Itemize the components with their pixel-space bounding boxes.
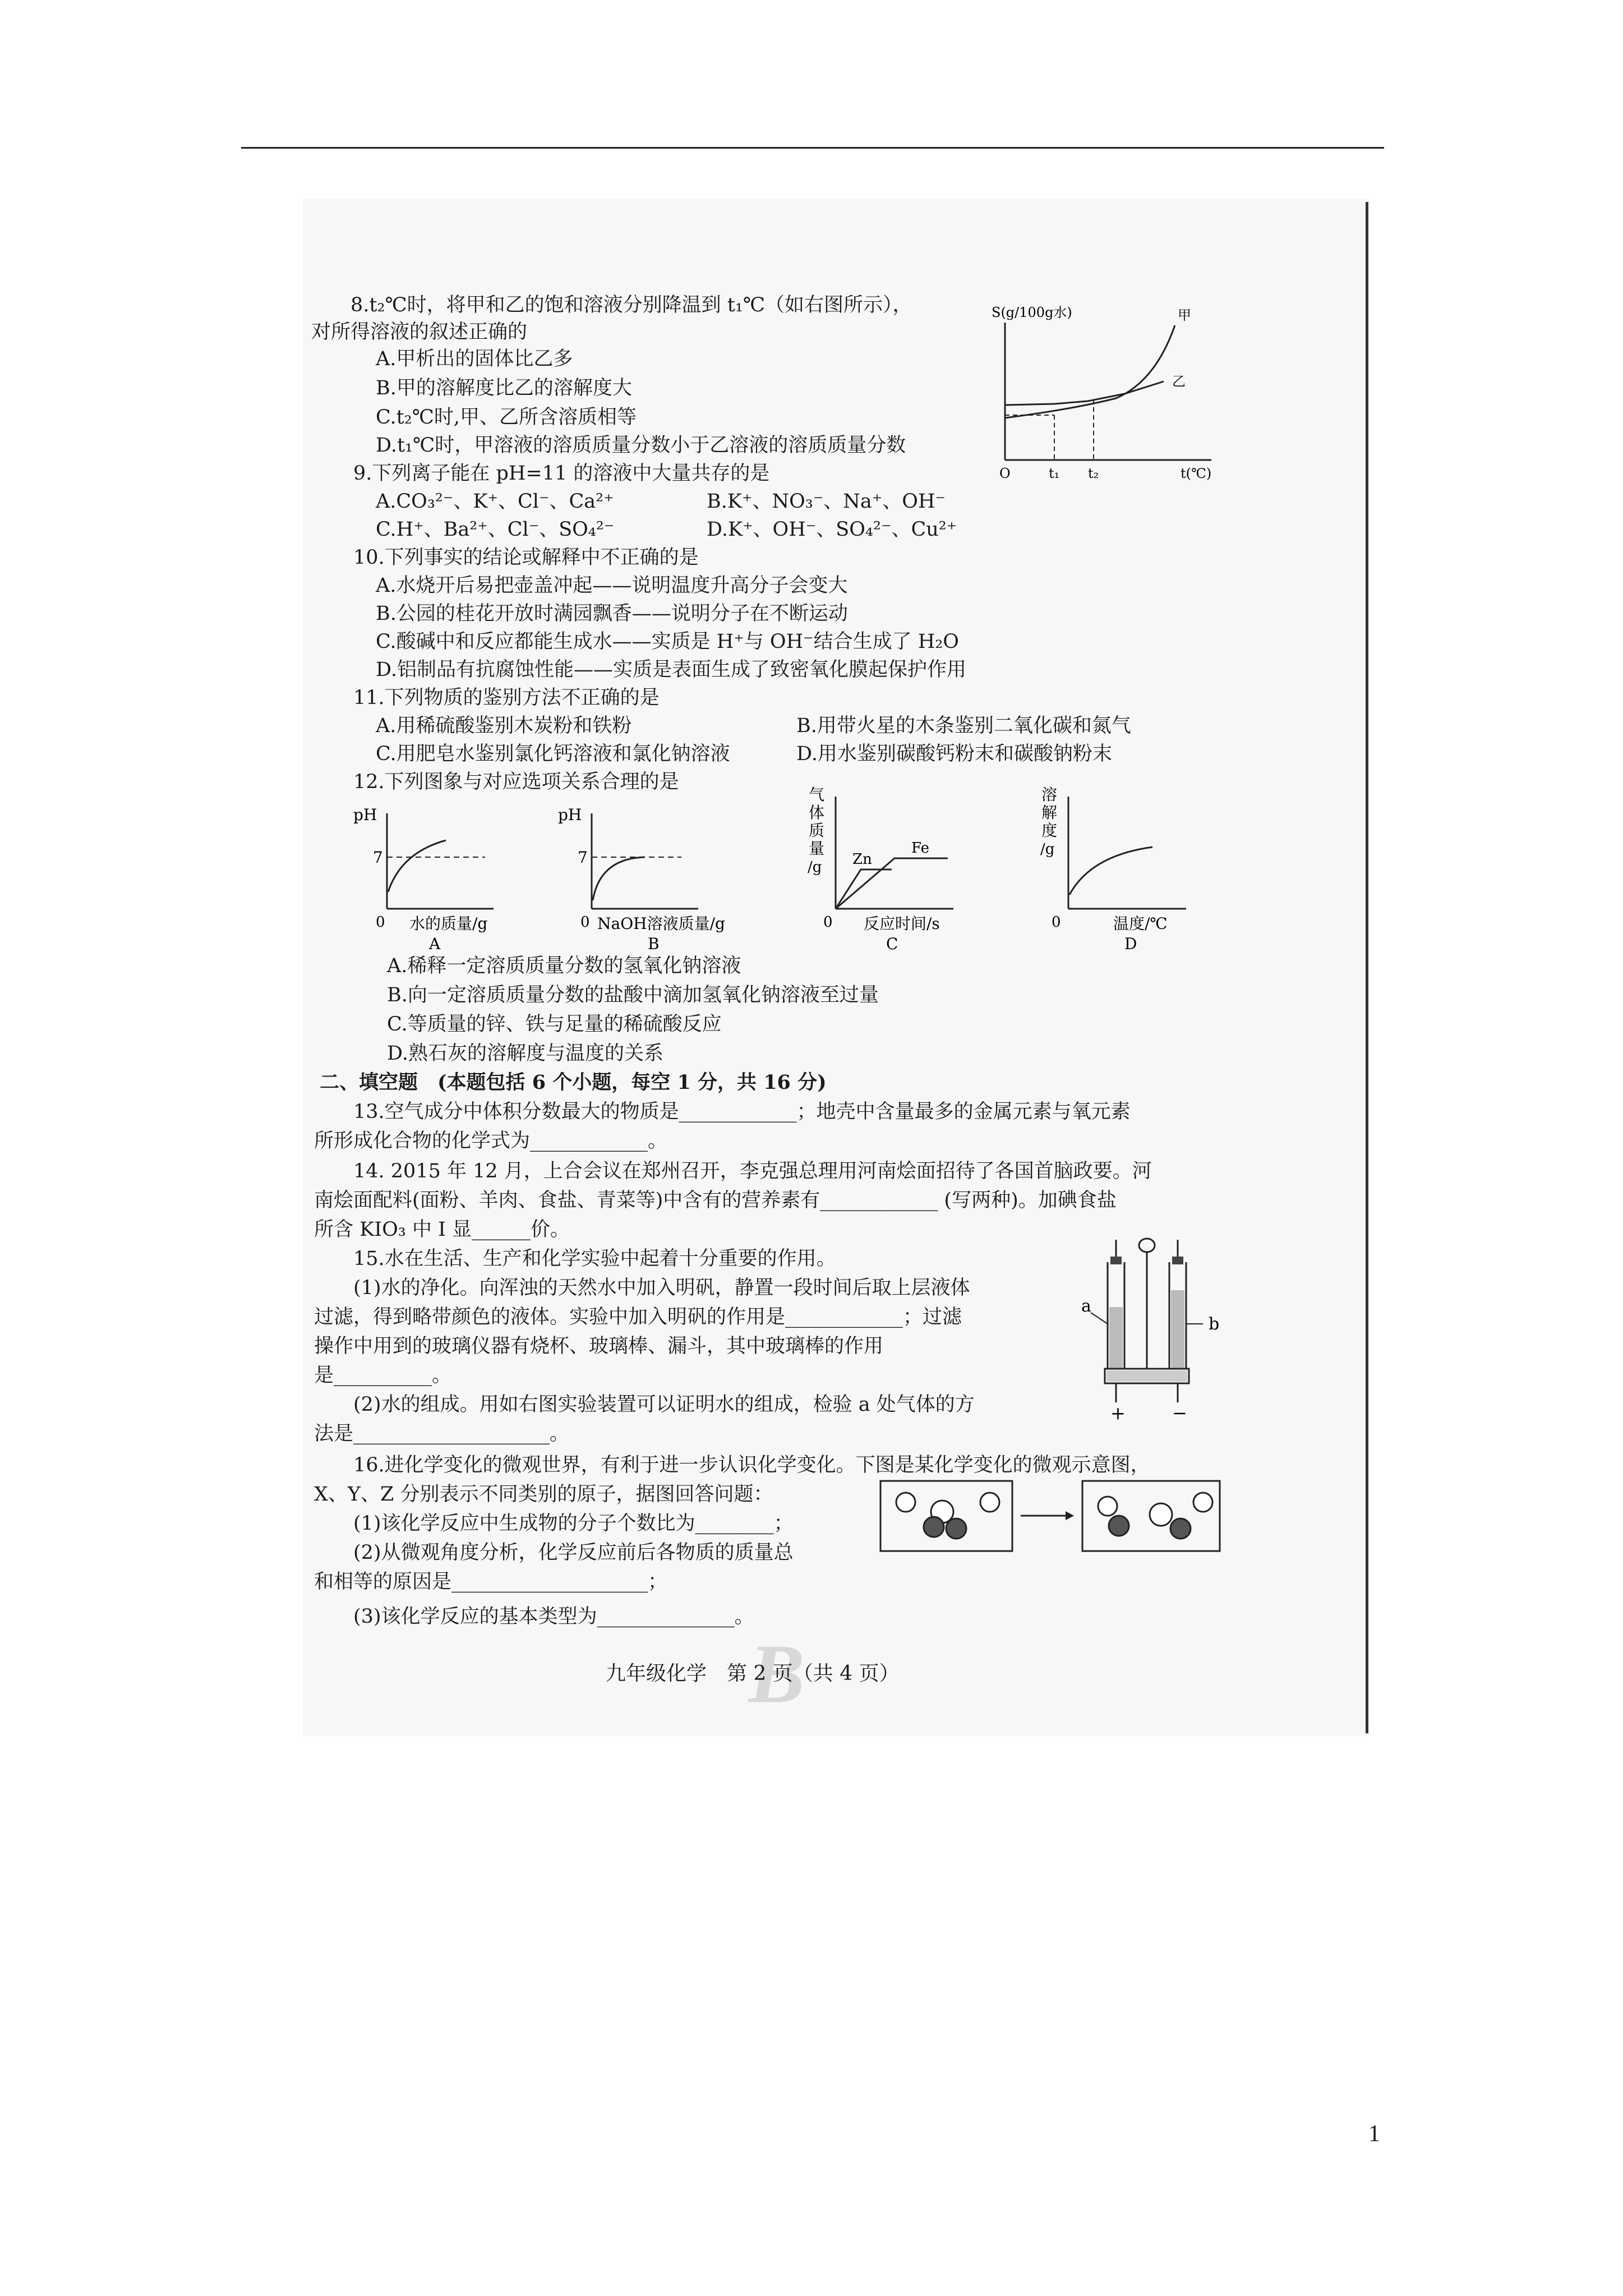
svg-text:/g: /g: [1040, 841, 1055, 858]
graph8-ylabel: S(g/100g水): [992, 305, 1072, 320]
q16-line-1: 16.进化学变化的微观世界，有利于进一步认识化学变化。下图是某化学变化的微观示意图，: [353, 1454, 1150, 1476]
q8-stem: 8.t₂℃时，将甲和乙的饱和溶液分别降温到 t₁℃（如右图所示），: [351, 294, 912, 316]
q9-option-b: B.K⁺、NO₃⁻、Na⁺、OH⁻: [707, 490, 946, 513]
q8-option-a: A.甲析出的固体比乙多: [376, 348, 573, 370]
q15-line-6: (2)水的组成。用如右图实验装置可以证明水的组成，检验 a 处气体的方: [353, 1393, 975, 1416]
svg-text:量: 量: [809, 839, 825, 858]
q12-option-d: D.熟石灰的溶解度与温度的关系: [387, 1042, 663, 1065]
q12-stem: 12.下列图象与对应选项关系合理的是: [353, 771, 679, 793]
graph8-curve-jia: 甲: [1178, 307, 1191, 323]
svg-text:NaOH溶液质量/g: NaOH溶液质量/g: [597, 914, 725, 933]
svg-text:D: D: [1124, 935, 1137, 953]
solubility-graph: [987, 303, 1234, 491]
q11-option-d: D.用水鉴别碳酸钙粉末和碳酸钠粉末: [796, 743, 1112, 765]
q9-option-c: C.H⁺、Ba²⁺、Cl⁻、SO₄²⁻: [376, 518, 615, 541]
apparatus-plus: +: [1110, 1402, 1126, 1424]
q8-stem-2: 对所得溶液的叙述正确的: [311, 321, 528, 343]
page-footer: 九年级化学 第 2 页（共 4 页）: [606, 1662, 900, 1685]
q14-line-2: 南烩面配料(面粉、羊肉、食盐、青菜等)中含有的营养素有____________ (写两种)。加碘食盐: [314, 1189, 1117, 1212]
svg-text:C: C: [886, 935, 898, 953]
q13-line-2: 所形成化合物的化学式为____________。: [314, 1130, 668, 1152]
svg-text:0: 0: [1052, 914, 1061, 931]
svg-text:度: 度: [1041, 821, 1058, 840]
svg-text:/g: /g: [808, 859, 822, 876]
q9-option-a: A.CO₃²⁻、K⁺、Cl⁻、Ca²⁺: [376, 490, 614, 513]
graph8-t2: t₂: [1088, 466, 1099, 481]
q10-option-d: D.铝制品有抗腐蚀性能——实质是表面生成了致密氧化膜起保护作用: [376, 659, 966, 681]
q15-line-7: 法是____________________。: [314, 1423, 570, 1445]
svg-text:反应时间/s: 反应时间/s: [864, 914, 940, 933]
q12-graph-c: [796, 780, 998, 954]
q8-option-b: B.甲的溶解度比乙的溶解度大: [376, 377, 632, 399]
q9-stem: 9.下列离子能在 pH=11 的溶液中大量共存的是: [353, 462, 770, 485]
q10-stem: 10.下列事实的结论或解释中不正确的是: [353, 546, 699, 569]
q11-option-b: B.用带火星的木条鉴别二氧化碳和氮气: [796, 715, 1131, 737]
apparatus-label-a: a: [1081, 1296, 1091, 1316]
svg-text:7: 7: [578, 848, 588, 867]
q8-option-d: D.t₁℃时，甲溶液的溶质质量分数小于乙溶液的溶质质量分数: [376, 434, 906, 457]
q14-line-1: 14. 2015 年 12 月，上合会议在郑州召开，李克强总理用河南烩面招待了各国首脑政要。河: [353, 1160, 1152, 1182]
svg-text:pH: pH: [353, 806, 377, 824]
q12-option-a: A.稀释一定溶质质量分数的氢氧化钠溶液: [387, 955, 741, 977]
watermark-b: B: [749, 1627, 805, 1720]
header-rule: [241, 147, 1384, 149]
svg-text:温度/℃: 温度/℃: [1113, 914, 1168, 933]
q12-option-b: B.向一定溶质质量分数的盐酸中滴加氢氧化钠溶液至过量: [387, 984, 879, 1006]
q12-graph-d: [1029, 780, 1220, 954]
q13-line-1: 13.空气成分中体积分数最大的物质是____________；地壳中含量最多的金属元素与氧元素: [353, 1101, 1131, 1123]
q15-line-3: 过滤，得到略带颜色的液体。实验中加入明矾的作用是____________；过滤: [314, 1306, 962, 1328]
q10-option-c: C.酸碱中和反应都能生成水——实质是 H⁺与 OH⁻结合生成了 H₂O: [376, 631, 959, 653]
q12-option-c: C.等质量的锌、铁与足量的稀硫酸反应: [387, 1013, 722, 1036]
q15-line-5: 是__________。: [314, 1364, 452, 1387]
q14-line-3: 所含 KIO₃ 中 I 显______价。: [314, 1218, 570, 1241]
q16-line-6: (3)该化学反应的基本类型为______________。: [353, 1605, 754, 1628]
q8-option-c: C.t₂℃时,甲、乙所含溶质相等: [376, 406, 637, 429]
graph8-t1: t₁: [1049, 466, 1060, 481]
q10-option-a: A.水烧开后易把壶盖冲起——说明温度升高分子会变大: [376, 574, 848, 597]
svg-text:溶: 溶: [1041, 785, 1058, 804]
microscopic-reaction-diagram: [878, 1475, 1225, 1559]
svg-text:质: 质: [809, 821, 825, 840]
q15-line-4: 操作中用到的玻璃仪器有烧杯、玻璃棒、漏斗，其中玻璃棒的作用: [314, 1335, 884, 1358]
svg-text:B: B: [648, 935, 660, 953]
q15-line-1: 15.水在生活、生产和化学实验中起着十分重要的作用。: [353, 1248, 836, 1270]
svg-text:pH: pH: [558, 806, 582, 824]
apparatus-minus: −: [1172, 1402, 1187, 1424]
graph8-xlabel: t(℃): [1181, 466, 1212, 481]
apparatus-label-b: b: [1209, 1314, 1220, 1334]
section-fill-blank-title: 二、填空题 (本题包括 6 个小题，每空 1 分，共 16 分): [320, 1071, 827, 1094]
svg-text:0: 0: [823, 914, 833, 931]
q10-option-b: B.公园的桂花开放时满园飘香——说明分子在不断运动: [376, 602, 848, 625]
svg-text:Fe: Fe: [911, 840, 930, 857]
q11-option-c: C.用肥皂水鉴别氯化钙溶液和氯化钠溶液: [376, 743, 730, 765]
svg-text:0: 0: [580, 914, 590, 931]
q11-option-a: A.用稀硫酸鉴别木炭粉和铁粉: [376, 715, 632, 737]
q11-stem: 11.下列物质的鉴别方法不正确的是: [353, 687, 660, 709]
electrolysis-apparatus: [1077, 1234, 1239, 1436]
svg-text:体: 体: [809, 803, 825, 822]
q15-line-2: (1)水的净化。向浑浊的天然水中加入明矾，静置一段时间后取上层液体: [353, 1277, 970, 1299]
svg-text:水的质量/g: 水的质量/g: [409, 914, 488, 933]
q12-graph-a: [348, 797, 527, 954]
q16-line-5: 和相等的原因是____________________；: [314, 1571, 668, 1593]
graph8-origin: O: [999, 466, 1011, 481]
q12-graph-b: [552, 797, 766, 954]
svg-text:0: 0: [376, 914, 385, 931]
svg-text:A: A: [429, 935, 441, 953]
svg-text:气: 气: [809, 785, 825, 804]
svg-text:Zn: Zn: [852, 851, 872, 868]
svg-text:解: 解: [1041, 803, 1058, 822]
q16-line-3: (1)该化学反应中生成物的分子个数比为________；: [353, 1512, 794, 1535]
scan-edge-line: [1366, 202, 1368, 1733]
q16-line-4: (2)从微观角度分析，化学反应前后各物质的质量总: [353, 1542, 794, 1564]
graph8-curve-yi: 乙: [1172, 374, 1186, 389]
q16-line-2: X、Y、Z 分别表示不同类别的原子，据图回答问题：: [314, 1483, 773, 1506]
q9-option-d: D.K⁺、OH⁻、SO₄²⁻、Cu²⁺: [707, 518, 957, 541]
page-number: 1: [1368, 2121, 1380, 2147]
svg-text:7: 7: [373, 848, 383, 867]
